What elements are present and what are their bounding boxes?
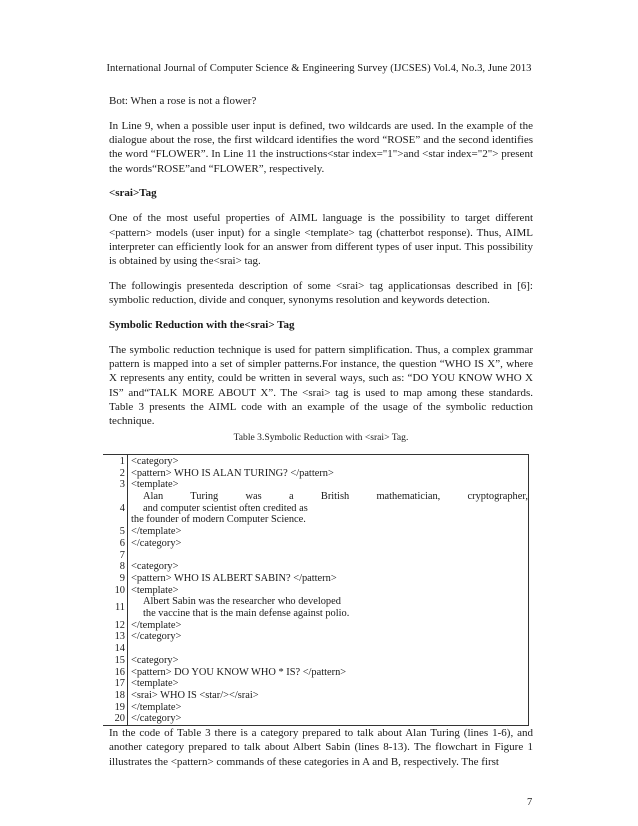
code-line: <srai> WHO IS <star/></srai> (131, 690, 259, 701)
table-caption: Table 3.Symbolic Reduction with <srai> Tag. (233, 431, 409, 443)
code-row (103, 573, 529, 585)
line-number: 2 (103, 468, 128, 480)
code-line: </category> (131, 713, 182, 725)
code-row (103, 491, 529, 526)
line-number: 19 (103, 702, 128, 714)
code-line (128, 491, 529, 526)
paragraph-srai-intro: One of the most useful properties of AIML language is the possibility to target different <pattern> models (user input) for a single <template> tag (chatterbot response). Thus, AIML interpreter can efficiently look for an answer from different types of user input. This possibility is obtained by using the<srai> tag. (109, 212, 533, 268)
code-line (128, 596, 529, 619)
code-line (128, 643, 529, 655)
code-line: <category> (131, 455, 179, 467)
paragraph-symbolic-reduction: The symbolic reduction technique is used for pattern simplification. Thus, a complex grammar pattern is mapped into a set of simpler patterns.For instance, the question “WHO IS X”, where X represents any entity, could be written in several ways, such as: “DO YOU KNOW WHO X IS” and“TALK MORE ABOUT X”. The <srai> tag is used to map among these standards. Table 3 presents the AIML code with an example of the usage of the symbolic reduction technique. (109, 343, 533, 428)
code-row (103, 585, 529, 597)
line-number: 6 (103, 538, 128, 550)
heading-srai-tag: <srai>Tag (109, 187, 157, 200)
line-number: 11 (103, 596, 128, 619)
line-number: 20 (103, 713, 128, 725)
line-number: 10 (103, 585, 128, 597)
code-line: </category> (131, 631, 182, 643)
code-row (103, 643, 529, 655)
code-row (103, 690, 529, 702)
line-number: 5 (103, 526, 128, 538)
code-line: <pattern> DO YOU KNOW WHO * IS? </pattern> (131, 666, 347, 678)
line-number: 17 (103, 678, 128, 690)
paragraph-srai-applications: The followingis presenteda description of some <srai> tag applicationsas described in [6]: symbolic reduction, divide and conquer, synonyms resolution and keywords detection. (109, 279, 533, 307)
running-header: International Journal of Computer Science & Engineering Survey (IJCSES) Vol.4, No.3, June 2013 (106, 63, 532, 74)
line-number: 8 (103, 561, 128, 573)
paragraph-wildcards: In Line 9, when a possible user input is defined, two wildcards are used. In the example of the dialogue about the rose, the first wildcard identifies the word “ROSE” and the second identifies the word “FLOWER”. In Line 11 the instructions<star index="1">and <star index="2"> present the words“ROSE”and “FLOWER”, respectively. (109, 119, 533, 175)
code-line: <template> (131, 584, 179, 596)
line-number: 12 (103, 620, 128, 632)
code-row (103, 479, 529, 491)
code-row (103, 678, 529, 690)
code-line: <pattern> WHO IS ALBERT SABIN? </pattern> (131, 572, 337, 584)
code-line: <pattern> WHO IS ALAN TURING? </pattern> (131, 467, 334, 479)
code-line: </template> (131, 701, 182, 713)
line-number: 15 (103, 655, 128, 667)
code-line (128, 550, 529, 562)
code-line-part: Alan Turing was a British mathematician, cryptographer, (143, 491, 528, 503)
code-line: </category> (131, 537, 182, 549)
code-row (103, 468, 529, 480)
line-number: 9 (103, 573, 128, 585)
paragraph-bot-line: Bot: When a rose is not a flower? (109, 95, 257, 107)
code-row (103, 631, 529, 643)
article-body (109, 94, 533, 780)
code-row (103, 702, 529, 714)
line-number: 4 (103, 491, 128, 526)
code-table (103, 454, 529, 726)
page-number: 7 (527, 797, 533, 808)
code-row (103, 713, 529, 725)
line-number: 13 (103, 631, 128, 643)
code-line-part: and computer scientist often credited as (143, 502, 308, 514)
code-line: <template> (131, 479, 179, 491)
code-row (103, 667, 529, 679)
code-line-part: Albert Sabin was the researcher who developed (143, 596, 341, 608)
line-number: 14 (103, 643, 128, 655)
code-line-part: the vaccine that is the main defense against polio. (143, 608, 350, 620)
line-number: 1 (103, 454, 128, 467)
heading-symbolic-reduction: Symbolic Reduction with the<srai> Tag (109, 319, 295, 332)
line-number: 7 (103, 550, 128, 562)
code-line: </template> (131, 619, 182, 631)
code-row (103, 655, 529, 667)
code-row (103, 454, 529, 467)
line-number: 16 (103, 667, 128, 679)
code-line: <template> (131, 678, 179, 690)
code-row (103, 620, 529, 632)
paragraph-table-explanation: In the code of Table 3 there is a category prepared to talk about Alan Turing (lines 1-6), and another category prepared to talk about Albert Sabin (lines 8-13). The flowchart in Figure 1 illustrates the <pattern> commands of these categories in A and B, respectively. The first (109, 727, 533, 768)
line-number: 3 (103, 479, 128, 491)
line-number: 18 (103, 690, 128, 702)
code-row (103, 526, 529, 538)
code-line: <category> (131, 654, 179, 666)
code-line: <category> (131, 561, 179, 573)
code-line-part: the founder of modern Computer Science. (131, 514, 306, 526)
code-row (103, 561, 529, 573)
code-line: </template> (131, 526, 182, 538)
code-row (103, 550, 529, 562)
code-row (103, 538, 529, 550)
code-row (103, 596, 529, 619)
